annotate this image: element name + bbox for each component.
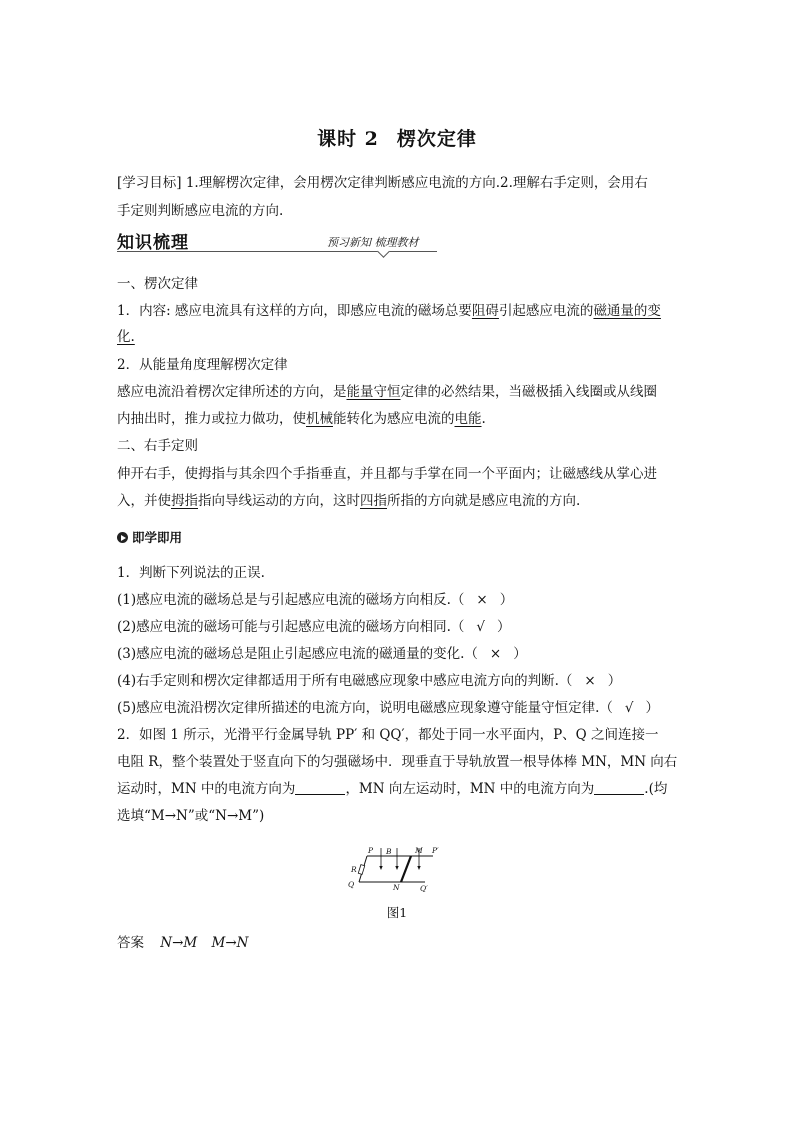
lesson-number: 课时 2 [317, 128, 379, 150]
judgment-item-1: (1)感应电流的磁场总是与引起感应电流的磁场方向相反.（ × ） [117, 592, 514, 608]
label-p-prime: P′ [432, 846, 439, 855]
answer-blank-1 [295, 780, 345, 795]
right-hand-line-2: 入，并使拇指指向导线运动的方向，这时四指所指的方向就是感应电流的方向. [117, 493, 581, 509]
label-q-prime: Q′ [420, 884, 428, 892]
question-1: 1．判断下列说法的正误. [117, 565, 265, 581]
question-2-line-1: 2．如图 1 所示，光滑平行金属导轨 PP′ 和 QQ′，都处于同一水平面内，P、Q 之间连接一 [117, 727, 659, 743]
rail-diagram [345, 842, 445, 892]
label-m: M [415, 846, 423, 855]
heading-lenz-law: 一、楞次定律 [117, 276, 198, 292]
keyword-four-fingers: 四指 [360, 493, 387, 509]
page-title [0, 124, 794, 151]
label-p: P [368, 846, 374, 855]
objectives-text-1: 1.理解楞次定律，会用楞次定律判断感应电流的方向.2.理解右手定则，会用右 [185, 175, 648, 191]
section-title: 知识梳理 [117, 233, 189, 253]
label-n: N [393, 883, 400, 892]
judgment-item-3: (3)感应电流的磁场总是阻止引起感应电流的磁通量的变化.（ × ） [117, 646, 527, 662]
answer-mark: × [476, 592, 488, 608]
conductor-rod [401, 856, 411, 882]
objectives-line-1 [117, 170, 677, 196]
answer-1: N→M [160, 935, 198, 951]
section-header [117, 228, 437, 254]
answer-mark: × [584, 673, 596, 689]
energy-line-2: 内抽出时，推力或拉力做功，使机械能转化为感应电流的电能. [117, 411, 486, 427]
answer-2: M→N [211, 935, 249, 951]
content-line-2: 化. [117, 329, 135, 345]
judgment-item-2: (2)感应电流的磁场可能与引起感应电流的磁场方向相同.（ √ ） [117, 619, 511, 635]
question-2-line-4: 选填“M→N”或“N→M”) [117, 808, 265, 824]
play-icon [117, 532, 128, 543]
answer-mark: √ [624, 700, 634, 716]
keyword-thumb: 拇指 [171, 493, 198, 509]
answer-label: 答案 [117, 935, 144, 951]
lesson-topic: 楞次定律 [396, 128, 477, 150]
judgment-item-5: (5)感应电流沿楞次定律所描述的电流方向，说明电磁感应现象遵守能量守恒定律.（ √ ） [117, 700, 660, 716]
answer-blank-2 [594, 780, 644, 795]
label-q: Q [348, 880, 355, 889]
section-tagline: 预习新知 梳理教材 [327, 236, 419, 249]
heading-right-hand-rule: 二、右手定则 [117, 438, 198, 454]
keyword-impede: 阻碍 [471, 303, 499, 319]
keyword-electric-energy: 电能 [454, 411, 482, 427]
question-2-line-2: 电阻 R，整个装置处于竖直向下的匀强磁场中．现垂直于导轨放置一根导体棒 MN，MN 向右 [117, 754, 678, 770]
judgment-item-4: (4)右手定则和楞次定律都适用于所有电磁感应现象中感应电流方向的判断.（ × ） [117, 673, 622, 689]
energy-line-1: 感应电流沿着楞次定律所述的方向，是能量守恒定律的必然结果，当磁极插入线圈或从线圈 [117, 384, 657, 400]
objectives-label: [学习目标] [117, 175, 182, 191]
answer-mark: × [489, 646, 502, 662]
resistor [358, 865, 364, 875]
objectives-line-2: 手定则判断感应电流的方向. [117, 203, 284, 219]
content-line-1: 1．内容: 感应电流具有这样的方向，即感应电流的磁场总要阻碍引起感应电流的磁通量的变 [117, 303, 661, 319]
question-2-line-3: 运动时，MN 中的电流方向为 ，MN 向左运动时，MN 中的电流方向为 .(均 [117, 781, 668, 797]
label-r: R [351, 865, 357, 874]
answer-line [117, 930, 677, 956]
keyword-energy-conservation: 能量守恒 [346, 384, 401, 400]
practice-header: 即学即用 [117, 525, 677, 551]
answer-mark: √ [476, 619, 486, 635]
keyword-mechanical: 机械 [306, 411, 333, 427]
label-b: B [386, 847, 392, 856]
right-hand-line-1: 伸开右手，使拇指与其余四个手指垂直，并且都与手掌在同一个平面内；让磁感线从掌心进 [117, 466, 657, 482]
figure-caption: 图1 [386, 905, 408, 920]
energy-heading: 2．从能量角度理解楞次定律 [117, 357, 288, 373]
keyword-flux-change: 磁通量的变 [593, 303, 661, 319]
